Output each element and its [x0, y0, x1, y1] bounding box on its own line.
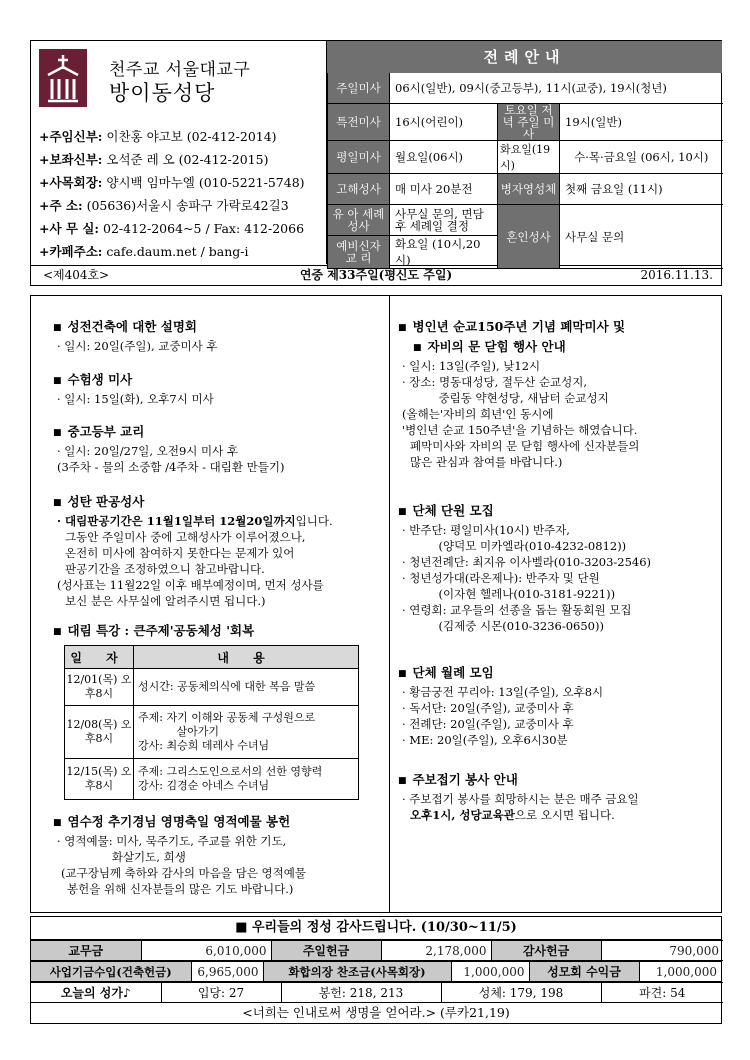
notice-monthly-meetings	[398, 664, 603, 748]
notice-christmas-confession	[53, 493, 333, 609]
notice-line: · 청년성가대(라온제나): 반주자 및 단원	[402, 571, 600, 585]
confession-label: 고해성사	[328, 174, 390, 205]
marriage-label: 혼인성사	[498, 205, 560, 269]
contact-value: (05636)서울시 송파구 가락로42길3	[86, 198, 289, 213]
hymn-table	[31, 982, 723, 1003]
table-row	[65, 759, 359, 800]
contact-value: 02-412-2064~5 / Fax: 412-2066	[103, 221, 305, 236]
contact-label: +사 무 실:	[39, 221, 100, 236]
notice-line: · 연령회: 교우들의 선종을 돕는 활동회원 모집	[402, 603, 632, 617]
contact-row	[39, 171, 305, 194]
notice-title: ■ 단체 월례 모임	[398, 664, 603, 684]
folding-time-place: 오후1시, 성당교육관	[410, 808, 515, 822]
contact-label: +주임신부:	[39, 129, 103, 144]
saturday-mass-time: 19시(일반)	[560, 104, 723, 141]
offering-label: 성모회 수익금	[529, 962, 639, 982]
table-row	[31, 941, 723, 961]
table-row	[65, 669, 359, 706]
advent-line: 강사: 최승희 데레사 수녀님	[138, 739, 270, 752]
left-column	[31, 296, 389, 912]
advent-line: 성시간: 공동체의식에 대한 복음 말씀	[138, 680, 316, 693]
offering-amount: 1,000,000	[639, 962, 721, 982]
notice-subtitle-text: 자비의 문 닫힘 행사 안내	[427, 339, 566, 354]
contact-label: +보좌신부:	[39, 152, 103, 167]
notice-line: (교구장님께 축하와 감사의 마음을 담은 영적예물	[61, 866, 306, 880]
notice-line: 봉헌을 위해 신자분들의 많은 기도 바랍니다.)	[67, 882, 294, 896]
wed-fri-mass: 수·목·금요일 (06시, 10시)	[560, 141, 723, 174]
contact-label: +카페주소:	[39, 244, 103, 259]
advent-line: 주제: 자기 이해와 공동체 구성원으로	[138, 711, 316, 724]
advent-date: 12/01(목) 오후8시	[65, 669, 134, 706]
infant-baptism-label: 유 아 세례성사	[328, 205, 390, 236]
notice-advent-lecture	[53, 622, 254, 642]
sick-communion-label: 병자영성체	[498, 174, 560, 205]
archdiocese-name: 천주교 서울대교구	[109, 60, 251, 80]
notice-martyrdom-closing-mass	[398, 318, 639, 470]
offering-label: 사업기금수입(건축헌금)	[31, 962, 191, 982]
notice-line: (김제중 시몬(010-3236-0650))	[402, 619, 604, 633]
notice-line: · 일시: 13일(주일), 낮12시	[402, 359, 541, 373]
monday-mass: 월요일(06시)	[390, 141, 498, 174]
offering-amount: 2,178,000	[381, 941, 491, 961]
notice-line: · 일시: 15일(화), 오후7시 미사	[57, 392, 214, 406]
confession-period-end: 입니다.	[295, 514, 333, 528]
issue-date: 2016.11.13.	[640, 268, 713, 282]
notice-line	[53, 513, 333, 529]
liturgy-table	[327, 73, 723, 269]
saturday-mass-label: 토요일 저녁 주일 미사	[498, 104, 560, 141]
advent-content	[134, 669, 359, 706]
notice-cardinal-feast	[53, 813, 306, 897]
notice-title: ■ 성탄 판공성사	[53, 493, 333, 513]
table-row	[65, 706, 359, 759]
confession-period: · 대림판공기간은 11월1일부터 12월20일까지	[57, 514, 296, 528]
notice-title: ■ 성전건축에 대한 설명회	[53, 318, 218, 338]
contact-row	[39, 217, 305, 240]
notice-title: ■ 단체 단원 모집	[398, 502, 651, 522]
notice-construction-briefing	[53, 318, 218, 354]
hymn-recessional: 파견: 54	[601, 983, 723, 1003]
special-mass-label: 특전미사	[328, 104, 390, 141]
contact-row	[39, 148, 305, 171]
offering-amount: 1,000,000	[451, 962, 529, 982]
advent-lecture-table	[64, 645, 359, 800]
hymn-offertory: 봉헌: 218, 213	[281, 983, 441, 1003]
folding-instruction: 으로 오시면 됩니다.	[514, 808, 615, 822]
marriage-info: 사무실 문의	[560, 205, 723, 269]
notice-line: (올해는'자비의 희년'인 동시에	[402, 407, 554, 421]
notice-subtitle	[398, 338, 639, 358]
notice-line: · 일시: 20일/27일, 오전9시 미사 후	[57, 444, 239, 458]
notice-line: (성사표는 11월22일 이후 배부예정이며, 먼저 성사를	[57, 578, 324, 592]
sunday-mass-times: 06시(일반), 09시(중고등부), 11시(교중), 19시(청년)	[390, 73, 723, 104]
advent-line: 살아가기	[138, 725, 219, 738]
contact-value: 오석준 레 오 (02-412-2015)	[106, 152, 269, 167]
church-logo-icon	[39, 49, 87, 107]
notice-line	[398, 807, 639, 823]
notice-title: ■ 염수정 추기경님 영명축일 영적예물 봉헌	[53, 813, 306, 833]
cafe-link[interactable]: cafe.daum.net / bang-i	[106, 244, 249, 259]
contact-label: +주 소:	[39, 198, 83, 213]
notice-title: ■ 수험생 미사	[53, 371, 214, 391]
offering-amount: 6,965,000	[191, 962, 263, 982]
notice-exam-mass	[53, 371, 214, 407]
catechumen-time: 화요일 (10시,20시)	[390, 236, 498, 269]
contact-value: 양시백 임마누엘 (010-5221-5748)	[106, 175, 305, 190]
notice-line: 판공기간을 조정하였으니 참고바랍니다.	[65, 562, 265, 576]
contact-value: 이찬홍 야고보 (02-412-2014)	[106, 129, 277, 144]
advent-date: 12/15(목) 오후8시	[65, 759, 134, 800]
offering-amount: 6,010,000	[141, 941, 271, 961]
liturgy-guide	[326, 41, 722, 267]
advent-head-content: 내 용	[134, 646, 359, 669]
table-row	[31, 962, 721, 982]
contact-label: +사목회장:	[39, 175, 103, 190]
weekday-mass-label: 평일미사	[328, 141, 390, 174]
contact-row	[39, 240, 305, 263]
notice-title: ■ 병인년 순교150주년 기념 폐막미사 및	[398, 318, 639, 338]
parish-name: 방이동성당	[109, 81, 216, 105]
advent-head-date: 일 자	[65, 646, 134, 669]
notice-line: 폐막미사와 자비의 문 닫힘 행사에 신자분들의	[410, 439, 640, 453]
contact-row	[39, 125, 305, 148]
special-mass-time: 16시(어린이)	[390, 104, 498, 141]
notice-line: · 주보접기 봉사를 희망하시는 분은 매주 금요일	[402, 792, 639, 806]
notice-line: · 독서단: 20일(주일), 교중미사 후	[402, 701, 574, 715]
offering-table-2	[31, 961, 721, 982]
notice-line: · 반주단: 평일미사(10시) 반주자,	[402, 523, 570, 537]
notice-line: · 황금궁전 꾸리아: 13일(주일), 오후8시	[402, 685, 604, 699]
bulletin-body	[30, 295, 722, 913]
bulletin-header	[30, 40, 722, 266]
notice-line: 그동안 주일미사 중에 고해성사가 이루어졌으나,	[65, 530, 306, 544]
advent-line: 강사: 김경순 아네스 수녀님	[138, 779, 270, 792]
notice-line: 많은 관심과 참여를 바랍니다.)	[410, 455, 563, 469]
right-column	[389, 296, 721, 912]
notice-line: · 전례단: 20일(주일), 교중미사 후	[402, 717, 574, 731]
issue-number: <제404호>	[43, 268, 110, 282]
notice-line: 중림동 약현성당, 새남터 순교성지	[402, 391, 609, 405]
notice-line: '병인년 순교 150주년'을 기념하는 해였습니다.	[402, 423, 638, 437]
contact-row	[39, 194, 305, 217]
notice-line: 화살기도, 희생	[57, 850, 186, 864]
hymn-entrance: 입당: 27	[161, 983, 281, 1003]
offering-label: 화합의장 찬조금(사목회장)	[263, 962, 451, 982]
notice-line: (3주차 - 물의 소중함 /4주차 - 대림환 만들기)	[57, 460, 285, 474]
parish-info	[31, 41, 326, 264]
infant-baptism-info: 사무실 문의, 면담후 세례일 결정	[390, 205, 498, 236]
offering-label: 교무금	[31, 941, 141, 961]
notice-line: · 장소: 명동대성당, 절두산 순교성지,	[402, 375, 587, 389]
advent-content	[134, 706, 359, 759]
offering-footer	[30, 916, 722, 1024]
notice-line: · 영적예물: 미사, 묵주기도, 주교를 위한 기도,	[57, 834, 287, 848]
advent-date: 12/08(목) 오후8시	[65, 706, 134, 759]
notice-line: · 청년전례단: 최지유 이사벨라(010-3203-2546)	[402, 555, 652, 569]
notice-member-recruit	[398, 502, 651, 634]
notice-youth-catechism	[53, 423, 284, 475]
notice-title: ■ 대림 특강 : 큰주제'공동체성 '회복	[53, 622, 254, 642]
offering-label: 감사헌금	[491, 941, 601, 961]
notice-bulletin-folding	[398, 771, 639, 823]
notice-line: 온전히 미사에 참여하지 못한다는 문제가 있어	[65, 546, 295, 560]
catechumen-label: 예비신자 교 리	[328, 236, 390, 269]
sunday-mass-label: 주일미사	[328, 73, 390, 104]
notice-line: 보신 분은 사무실에 알려주시면 됩니다.)	[65, 594, 266, 608]
liturgical-week: 연중 제33주일(평신도 주일)	[299, 268, 453, 282]
hymn-label: 오늘의 성가♪	[31, 983, 161, 1003]
notice-title: ■ 주보접기 봉사 안내	[398, 771, 639, 791]
sick-communion-time: 첫째 금요일 (11시)	[560, 174, 723, 205]
hymn-communion: 성체: 179, 198	[441, 983, 601, 1003]
notice-line: · 일시: 20일(주일), 교중미사 후	[57, 339, 218, 353]
issue-bar	[30, 266, 722, 286]
offering-label: 주일헌금	[271, 941, 381, 961]
contact-list	[39, 125, 305, 263]
tuesday-mass: 화요일(19시)	[498, 141, 560, 174]
liturgy-title: 전례안내	[327, 41, 722, 73]
notice-line: (양덕모 미카엘라(010-4232-0812))	[402, 539, 627, 553]
offering-thanks-title: ■ 우리들의 정성 감사드립니다. (10/30~11/5)	[31, 917, 721, 940]
advent-content	[134, 759, 359, 800]
offering-table	[31, 940, 723, 961]
confession-time: 매 미사 20분전	[390, 174, 498, 205]
table-row	[31, 983, 723, 1003]
scripture-verse: <너희는 인내로써 생명을 얻어라.> (루카21,19)	[242, 1005, 510, 1020]
advent-line: 주제: 그리스도인으로서의 선한 영향력	[138, 765, 323, 778]
notice-line: · ME: 20일(주일), 오후6시30분	[402, 733, 568, 747]
notice-title: ■ 중고등부 교리	[53, 423, 284, 443]
notice-line: (이자현 헬레나(010-3181-9221))	[402, 587, 616, 601]
offering-amount: 790,000	[601, 941, 723, 961]
